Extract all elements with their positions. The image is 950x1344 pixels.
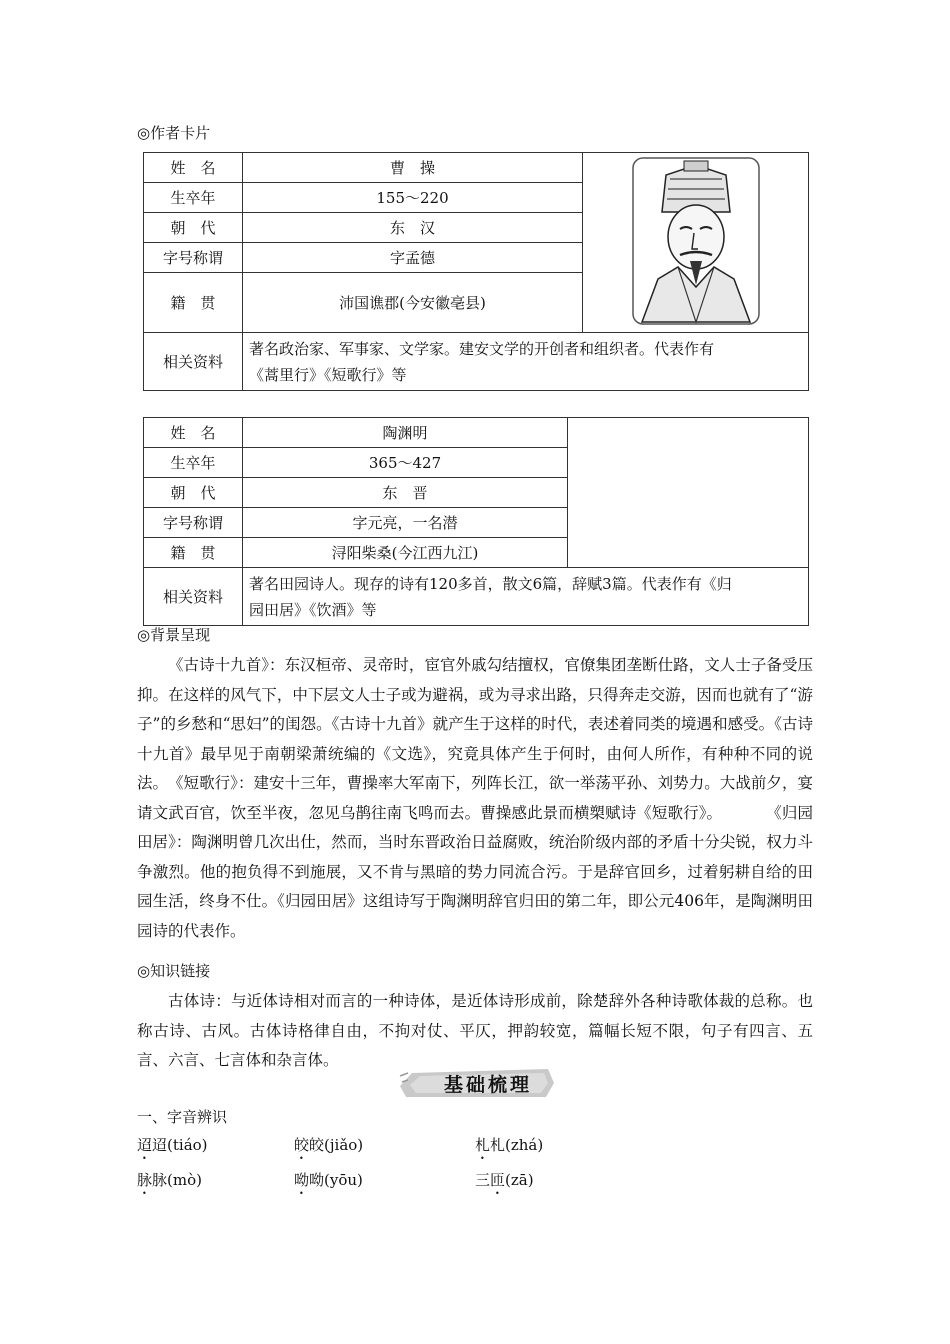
gui-yuan-tian-ju-text: 《归园田居》：陶渊明曾几次出仕，然而，当时东晋政治日益腐败，统治阶级内部的矛盾十分尖锐，权力斗争激烈。他的抱负得不到施展，又不肯与黑暗的势力同流合污。于是辞官回乡，过着躬耕自给的田园生活，终身不仕。《归园田居》这组诗写于陶渊明辞官归田的第二年，即公元406年，是陶渊明田园诗的代表作。 <box>137 803 813 940</box>
related-info-label: 相关资料 <box>144 568 243 626</box>
empty-portrait-cell <box>568 418 809 568</box>
dynasty-label: 朝 代 <box>144 213 243 243</box>
native-place-label: 籍 贯 <box>144 538 243 568</box>
courtesy-name-label: 字号称谓 <box>144 508 243 538</box>
dynasty-value: 东 晋 <box>243 478 568 508</box>
related-info-line-1: 著名政治家、军事家、文学家。建安文学的开创者和组织者。代表作有 <box>249 339 715 358</box>
background-paragraph-1: 《古诗十九首》：东汉桓帝、灵帝时，宦官外戚勾结擅权，官僚集团垄断仕路，文人士子备受压抑。在这样的风气下，中下层文人士子或为避祸，或为寻求出路，只得奔走交游，因而也就有了“游子”的乡愁和“思妇”的闺怨。《古诗十九首》就产生于这样的时代，表述着同类的境遇和感受。《古诗十九首》最早见于南朝梁萧统编的《文选》，究竟具体产生于何时，由何人所作，有种种不同的说法。 <box>137 656 813 792</box>
dynasty-label: 朝 代 <box>144 478 243 508</box>
name-value: 陶渊明 <box>243 418 568 448</box>
knowledge-paragraph: 古体诗：与近体诗相对而言的一种诗体，是近体诗形成前，除楚辞外各种诗歌体裁的总称。也称古诗、古风。古体诗格律自由，不拘对仗、平仄，押韵较宽，篇幅长短不限，句子有四言、五言、六言、七言体和杂言体。 <box>137 992 813 1069</box>
portrait-cell <box>583 153 809 333</box>
pronunciation-heading: 一、字音辨识 <box>137 1108 228 1126</box>
birth-death-value: 365～427 <box>243 448 568 478</box>
native-place-label: 籍 贯 <box>144 273 243 333</box>
duan-ge-xing-text: 《短歌行》：建安十三年，曹操率大军南下，列阵长江，欲一举荡平孙、刘势力。大战前夕，宴请文武百官，饮至半夜，忽见乌鹊往南飞鸣而去。曹操感此景而横槊赋诗《短歌行》。 <box>137 774 813 822</box>
pronunciation-item: 三匝(zā) <box>475 1171 534 1189</box>
name-label: 姓 名 <box>144 153 243 183</box>
pronunciation-item: 呦呦(yōu) <box>294 1171 363 1189</box>
related-info-value <box>243 333 809 391</box>
name-label: 姓 名 <box>144 418 243 448</box>
background-heading: ◎背景呈现 <box>137 626 211 644</box>
pronunciation-char: 皎 <box>294 1136 310 1154</box>
pronunciation-char: 札 <box>475 1136 491 1154</box>
knowledge-heading: ◎知识链接 <box>137 962 211 980</box>
pronunciation-item: 皎皎(jiǎo) <box>294 1136 364 1154</box>
birth-death-label: 生卒年 <box>144 448 243 478</box>
author-card-tao-yuanming <box>143 417 809 626</box>
birth-death-value: 155～220 <box>243 183 583 213</box>
native-place-value: 浔阳柴桑(今江西九江) <box>243 538 568 568</box>
native-place-value: 沛国谯郡(今安徽亳县) <box>243 273 583 333</box>
pronunciation-item: 札札(zhá) <box>475 1136 544 1154</box>
dynasty-value: 东 汉 <box>243 213 583 243</box>
section-banner <box>398 1066 558 1100</box>
related-info-line-2: 园田居》《饮酒》等 <box>249 600 377 619</box>
courtesy-name-value: 字元亮，一名潜 <box>243 508 568 538</box>
courtesy-name-value: 字孟德 <box>243 243 583 273</box>
background-paragraph-2 <box>137 769 813 946</box>
name-value: 曹 操 <box>243 153 583 183</box>
pronunciation-item: 脉脉(mò) <box>137 1171 202 1189</box>
related-info-line-2: 《蒿里行》《短歌行》等 <box>249 365 407 384</box>
pronunciation-char: 脉 <box>137 1171 153 1189</box>
pronunciation-item: 迢迢(tiáo) <box>137 1136 208 1154</box>
pronunciation-char: 匝 <box>490 1171 506 1189</box>
birth-death-label: 生卒年 <box>144 183 243 213</box>
section-banner-title: 基础梳理 <box>443 1074 532 1096</box>
pronunciation-char: 呦 <box>294 1171 310 1189</box>
author-card-cao-cao <box>143 152 809 391</box>
cao-cao-portrait-icon <box>632 157 760 325</box>
related-info-line-1: 著名田园诗人。现存的诗有120多首，散文6篇，辞赋3篇。代表作有《归 <box>249 574 732 593</box>
pronunciation-char: 迢 <box>137 1136 153 1154</box>
courtesy-name-label: 字号称谓 <box>144 243 243 273</box>
related-info-label: 相关资料 <box>144 333 243 391</box>
related-info-value <box>243 568 809 626</box>
author-card-heading: ◎作者卡片 <box>137 124 211 142</box>
